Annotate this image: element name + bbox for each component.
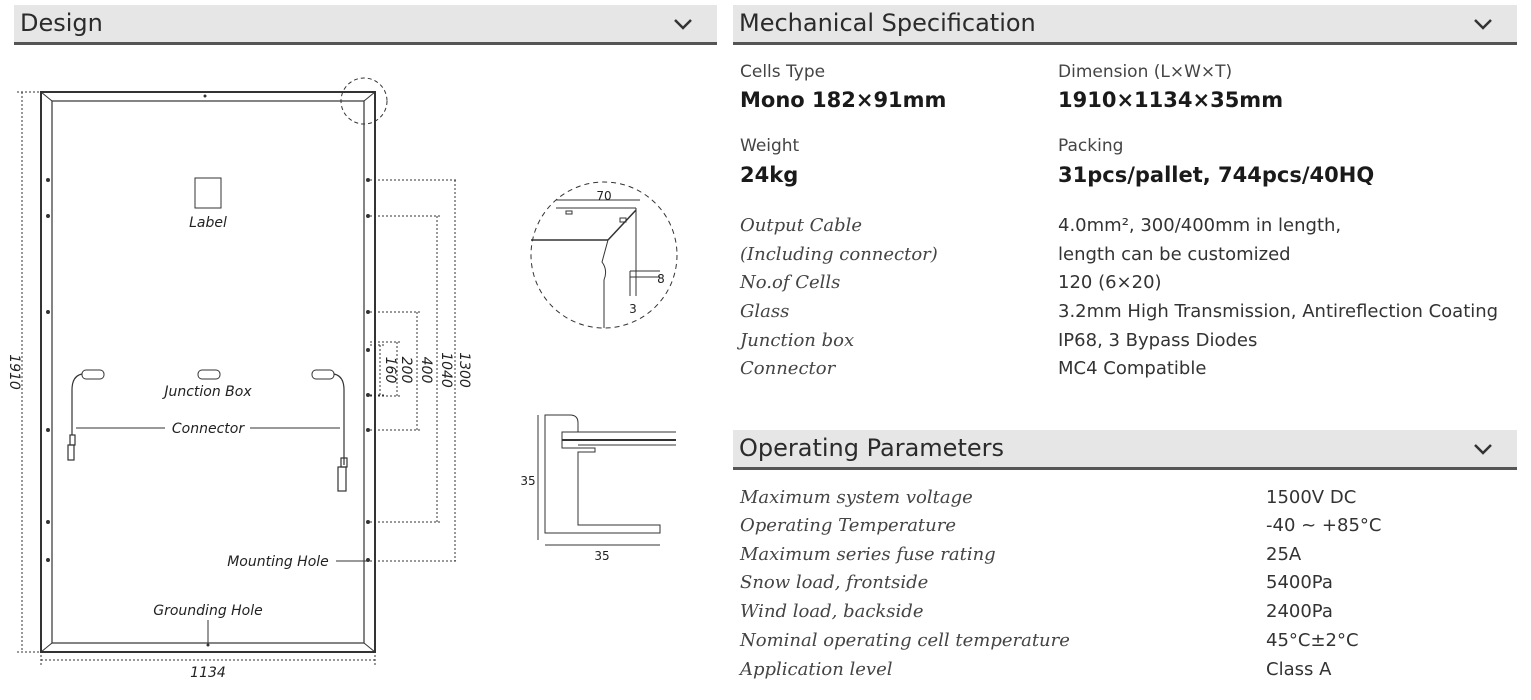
packing-label: Packing: [1058, 136, 1124, 156]
grounding-hole-label: Grounding Hole: [153, 603, 263, 619]
dim-400-text: 400: [418, 356, 434, 384]
dim-200-text: 200: [398, 356, 414, 384]
noct-value: 45°C±2°C: [1266, 630, 1359, 651]
max-voltage-label: Maximum system voltage: [740, 487, 973, 508]
junction-box-label: Junction Box: [164, 384, 252, 400]
packing-value: 31pcs/pallet, 744pcs/40HQ: [1058, 163, 1375, 187]
dimension-label: Dimension (L×W×T): [1058, 62, 1233, 82]
panel-drawing: [0, 50, 710, 700]
wind-load-label: Wind load, backside: [740, 601, 924, 622]
fuse-rating-value: 25A: [1266, 544, 1302, 565]
cells-count-value: 120 (6×20): [1058, 272, 1162, 293]
dim-width: [41, 655, 375, 665]
chevron-down-icon[interactable]: [673, 17, 693, 31]
connector-label: Connector: [171, 421, 245, 437]
output-cable-value-2: length can be customized: [1058, 244, 1291, 265]
detail-70-text: 70: [596, 189, 612, 203]
wind-load-value: 2400Pa: [1266, 601, 1333, 622]
chevron-down-icon[interactable]: [1473, 17, 1493, 31]
frame-profile: [538, 415, 676, 545]
output-cable-value: 4.0mm², 300/400mm in length,: [1058, 215, 1342, 236]
cells-type-value: Mono 182×91mm: [740, 88, 947, 112]
label-box: [195, 178, 221, 208]
mechanical-title: Mechanical Specification: [739, 9, 1036, 37]
junction-boxes: [82, 370, 334, 379]
junction-box-value: IP68, 3 Bypass Diodes: [1058, 330, 1258, 351]
frame-35-width-text: 35: [594, 549, 610, 563]
dim-160-text: 160: [382, 356, 398, 384]
including-connector-label: (Including connector): [740, 244, 938, 265]
operating-temp-value: -40 ~ +85°C: [1266, 515, 1382, 536]
design-section-header[interactable]: [14, 5, 717, 45]
glass-label: Glass: [740, 301, 790, 322]
weight-label: Weight: [740, 136, 800, 156]
application-level-label: Application level: [740, 659, 893, 680]
dim-1040-text: 1040: [438, 352, 454, 388]
frame-35-height-text: 35: [520, 474, 536, 488]
corner-detail: [531, 182, 677, 328]
glass-value: 3.2mm High Transmission, Antireflection Coating: [1058, 301, 1499, 322]
mechanical-section-header[interactable]: [733, 5, 1517, 45]
noct-label: Nominal operating cell temperature: [740, 630, 1070, 651]
design-title: Design: [20, 9, 103, 37]
operating-section-header[interactable]: [733, 430, 1517, 470]
detail-8-text: 8: [657, 272, 665, 286]
weight-value: 24kg: [740, 163, 799, 187]
snow-load-label: Snow load, frontside: [740, 572, 929, 593]
dim-width-text: 1134: [190, 665, 226, 681]
application-level-value: Class A: [1266, 659, 1332, 680]
cells-count-label: No.of Cells: [740, 272, 841, 293]
operating-title: Operating Parameters: [739, 434, 1004, 462]
max-voltage-value: 1500V DC: [1266, 487, 1357, 508]
label-text: Label: [189, 215, 227, 231]
chevron-down-icon[interactable]: [1473, 442, 1493, 456]
dimension-value: 1910×1134×35mm: [1058, 88, 1284, 112]
dim-1300-text: 1300: [456, 352, 472, 388]
snow-load-value: 5400Pa: [1266, 572, 1333, 593]
cells-type-label: Cells Type: [740, 62, 826, 82]
output-cable-label: Output Cable: [740, 215, 863, 236]
connector-value: MC4 Compatible: [1058, 358, 1207, 379]
connector-label: Connector: [740, 358, 836, 379]
mounting-hole-label: Mounting Hole: [227, 554, 329, 570]
dim-height-text: 1910: [6, 354, 22, 390]
operating-temp-label: Operating Temperature: [740, 515, 957, 536]
detail-3-text: 3: [629, 302, 637, 316]
junction-box-label: Junction box: [740, 330, 855, 351]
fuse-rating-label: Maximum series fuse rating: [740, 544, 996, 565]
